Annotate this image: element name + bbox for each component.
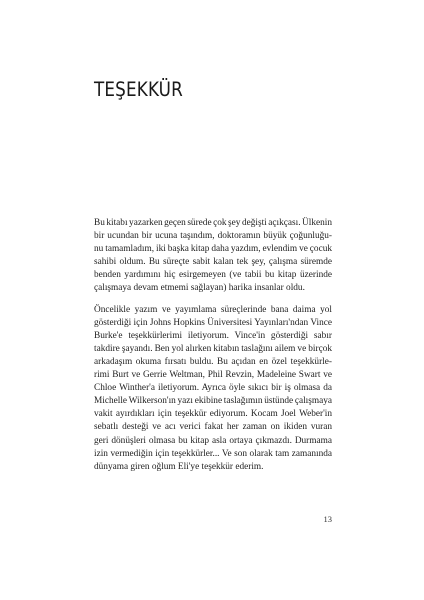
- text-line: takdire şayandı. Ben yol alırken kitabın taslağını ailem ve birçok: [94, 343, 332, 354]
- paragraph-2: [94, 304, 332, 474]
- text-line: benden yardımını hiç esirgemeyen (ve tabii bu kitap üzerinde: [94, 270, 332, 281]
- acknowledgements-body: [94, 217, 332, 474]
- text-line: izin vermediğin için teşekkürler... Ve son olarak tam zamanında: [94, 448, 332, 459]
- text-line: Bu kitabı yazarken geçen sürede çok şey değişti açıkçası. Ülkenin: [94, 218, 332, 228]
- page-number: 13: [323, 514, 332, 524]
- text-line: arkadaşım okuma fırsatı buldu. Bu açıdan en özel teşekkürle-: [94, 356, 332, 367]
- text-line: rimi Burt ve Gerrie Weltman, Phil Revzin, Madeleine Swart ve: [94, 370, 332, 381]
- text-line: gösterdiği için Johns Hopkins Üniversitesi Yayınları'ndan Vince: [94, 317, 332, 328]
- text-line: sebatlı desteği ve acı verici fakat her zaman on ikiden vuran: [94, 422, 332, 433]
- text-line: Chloe Winther'a iletiyorum. Ayrıca öyle sıkıcı bir iş olmasa da: [94, 383, 332, 394]
- text-line: Michelle Wilkerson'ın yazı ekibine taslağımın üstünde çalışmaya: [94, 396, 332, 407]
- text-line: bir ucundan bir ucuna taşındım, doktoramın büyük çoğunluğu-: [94, 231, 332, 242]
- text-line: çalışmaya devam etmemi sağlayan) harika insanlar oldu.: [94, 283, 305, 294]
- text-line: dünyama giren oğlum Eli'ye teşekkür ederim.: [94, 461, 264, 472]
- text-line: nu tamamladım, iki başka kitap daha yazdım, evlendim ve çocuk: [94, 244, 332, 255]
- text-line: sahibi oldum. Bu süreçte sabit kalan tek şey, çalışma süremde: [94, 257, 332, 268]
- page-title: TEŞEKKÜR: [94, 78, 183, 101]
- text-line: geri dönüşleri olmasa bu kitap asla ortaya çıkmazdı. Durmama: [94, 435, 332, 446]
- text-line: vakit ayırdıkları için teşekkür ediyorum. Kocam Joel Weber'in: [94, 409, 332, 420]
- paragraph-1: [94, 217, 332, 296]
- text-line: Burke'e teşekkürlerimi iletiyorum. Vince'in gösterdiği sabır: [94, 330, 332, 341]
- text-line: Öncelikle yazım ve yayımlama süreçlerinde bana daima yol: [94, 304, 332, 315]
